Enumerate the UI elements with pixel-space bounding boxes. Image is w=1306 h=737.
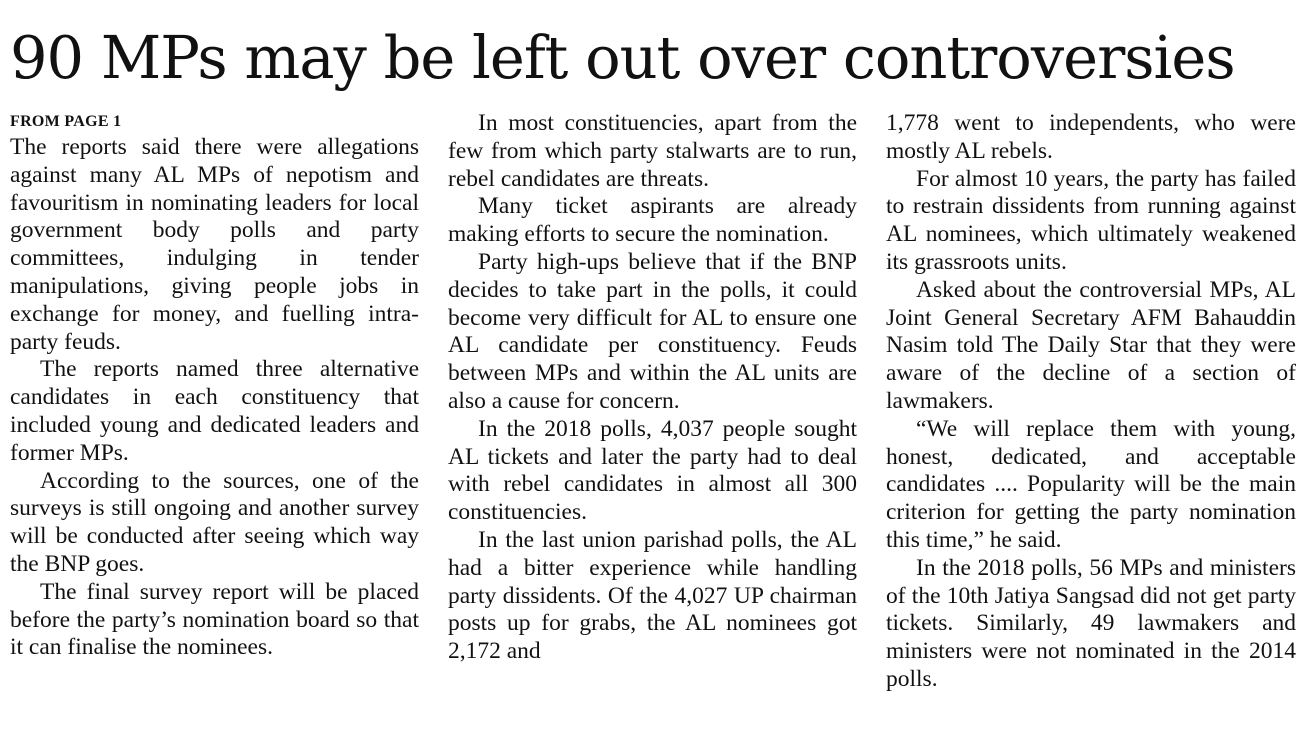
article-column-1 (10, 110, 419, 662)
article-column-3 (886, 110, 1296, 694)
paragraph: In the 2018 polls, 56 MPs and ministers of the 10th Jatiya Sangsad did not get party tickets. Similarly, 49 lawmakers and ministers were not nominated in the 2014 polls. (886, 554, 1296, 692)
paragraph: According to the sources, one of the surveys is still ongoing and another survey will be conducted after seeing which way the BNP goes. (10, 467, 419, 577)
paragraph: For almost 10 years, the party has failed to restrain dissidents from running against AL nominees, which ultimately weakened its grassroots units. (886, 165, 1296, 275)
paragraph: In the last union parishad polls, the AL had a bitter experience while handling party dissidents. Of the 4,027 UP chairman posts up for grabs, the AL nominees got 2,172 and (448, 526, 857, 665)
paragraph: 1,778 went to independents, who were mostly AL rebels. (886, 110, 1296, 164)
paragraph: In most constituencies, apart from the few from which party stalwarts are to run, rebel candidates are threats. (448, 110, 857, 192)
paragraph: Many ticket aspirants are already making efforts to secure the nomination. (448, 193, 857, 248)
paragraph: Asked about the controversial MPs, AL Joint General Secretary AFM Bahauddin Nasim told The Daily Star that they were aware of the decline of a section of lawmakers. (886, 276, 1296, 414)
paragraph: In the 2018 polls, 4,037 people sought AL tickets and later the party had to deal with rebel candidates in almost all 300 constituencies. (448, 415, 857, 526)
article-column-2 (448, 110, 857, 666)
headline: 90 MPs may be left out over controversies (10, 23, 1235, 92)
paragraph: The reports named three alternative candidates in each constituency that included young and dedicated leaders and former MPs. (10, 356, 419, 466)
paragraph: Party high-ups believe that if the BNP decides to take part in the polls, it could become very difficult for AL to ensure one AL candidate per constituency. Feuds between MPs and within the AL units are also a cause for concern. (448, 248, 857, 414)
paragraph: The reports said there were allegations against many AL MPs of nepotism and favouritism in nominating leaders for local government body polls and party committees, indulging in tender manipulations, giving people jobs in exchange for money, and fuelling intra-party feuds. (10, 134, 419, 355)
paragraph: The final survey report will be placed before the party’s nomination board so that it can finalise the nominees. (10, 578, 419, 661)
paragraph: “We will replace them with young, honest, dedicated, and acceptable candidates .... Popularity will be the main criterion for getting the party nomination this time,” he said. (886, 415, 1296, 553)
kicker-from-page: FROM PAGE 1 (10, 113, 122, 130)
